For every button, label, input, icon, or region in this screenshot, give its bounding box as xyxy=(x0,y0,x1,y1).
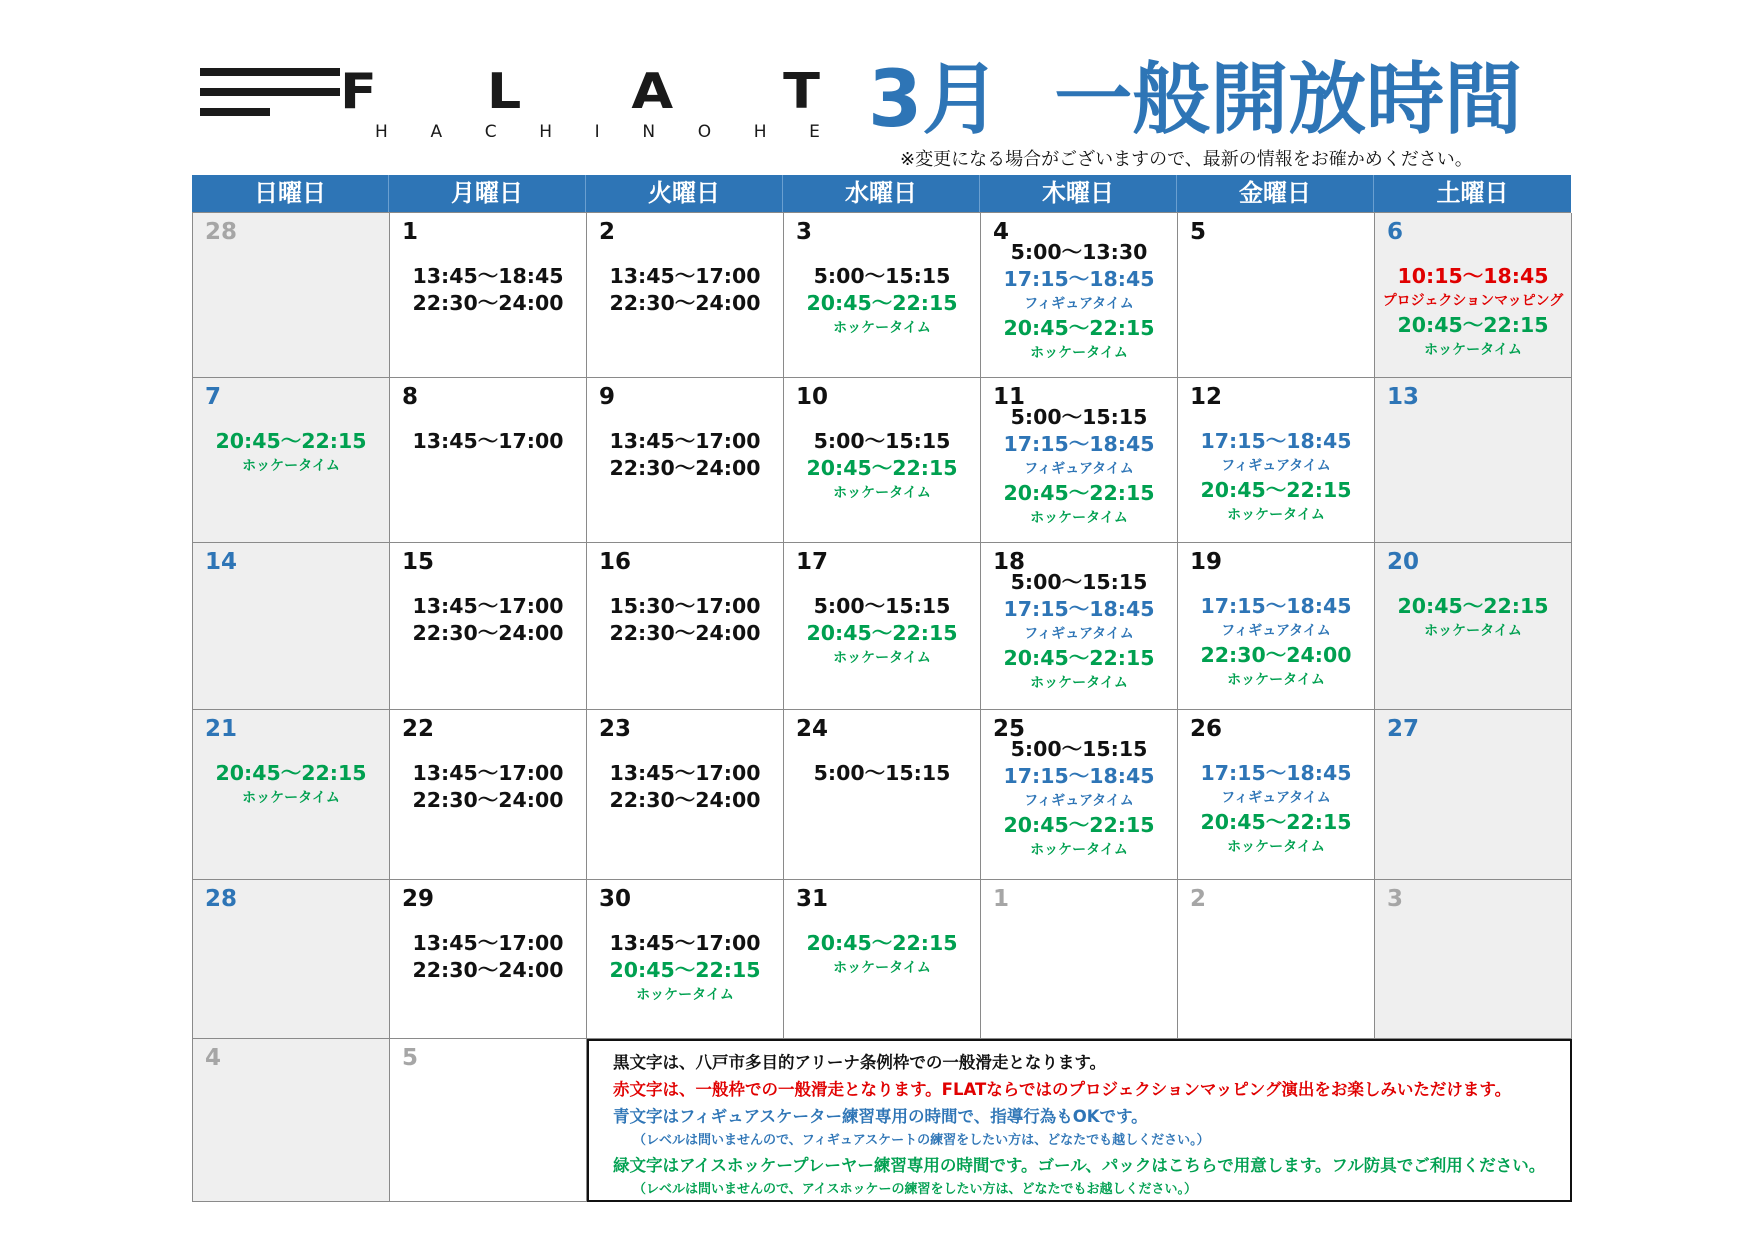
time-slot: 5:00〜15:15 xyxy=(1010,570,1148,594)
time-slot: 10:15〜18:45 xyxy=(1397,264,1549,288)
session-label: ホッケータイム xyxy=(833,960,931,976)
weekday-label: 金曜日 xyxy=(1177,175,1374,212)
time-slot: 13:45〜17:00 xyxy=(412,594,564,618)
time-slot: 20:45〜22:15 xyxy=(1003,646,1155,670)
day-number: 7 xyxy=(205,384,222,410)
logo-sub-letter: C xyxy=(484,122,497,142)
day-number: 14 xyxy=(205,549,238,575)
logo-sub-letter: H xyxy=(753,122,767,142)
legend-line: 黒文字は、八戸市多目的アリーナ条例枠での一般滑走となります。 xyxy=(613,1053,1107,1072)
legend-line: 緑文字はアイスホッケープレーヤー練習専用の時間です。ゴール、パックはこちらで用意します。フル防具でご利用ください。 xyxy=(613,1156,1546,1175)
time-slot: 17:15〜18:45 xyxy=(1200,594,1352,618)
day-number: 15 xyxy=(402,549,435,575)
time-slot: 13:45〜17:00 xyxy=(412,761,564,785)
day-cell xyxy=(981,710,1178,880)
logo-sub-letter: H xyxy=(375,122,388,142)
day-schedule xyxy=(1375,263,1571,361)
session-label: ホッケータイム xyxy=(242,790,340,806)
day-schedule xyxy=(390,263,586,317)
logo-sub-letter: H xyxy=(539,122,553,142)
session-label: ホッケータイム xyxy=(242,458,340,474)
day-cell xyxy=(1178,880,1375,1039)
day-cell xyxy=(587,213,784,378)
day-number: 2 xyxy=(1190,886,1207,912)
day-number: 24 xyxy=(796,716,829,742)
day-cell xyxy=(390,710,587,880)
weekday-label: 土曜日 xyxy=(1436,179,1509,207)
legend-line: 青文字はフィギュアスケーター練習専用の時間で、指導行為もOKです。 xyxy=(613,1107,1148,1126)
legend-line: 赤文字は、一般枠での一般滑走となります。FLATならではのプロジェクションマッピング演出をお楽しみいただけます。 xyxy=(613,1080,1512,1099)
time-slot: 20:45〜22:15 xyxy=(215,761,367,785)
time-slot: 22:30〜24:00 xyxy=(609,291,761,315)
time-slot: 20:45〜22:15 xyxy=(609,958,761,982)
logo-sub-letter: O xyxy=(697,122,712,142)
day-cell xyxy=(193,1039,390,1202)
time-slot: 13:45〜17:00 xyxy=(412,429,564,453)
day-cell xyxy=(193,543,390,710)
time-slot: 13:45〜17:00 xyxy=(609,931,761,955)
logo-mark-bars xyxy=(200,68,340,116)
day-cell xyxy=(390,543,587,710)
legend-line: （レベルは問いませんので、フィギュアスケートの練習をしたい方は、どなたでも越しください。） xyxy=(633,1133,1210,1148)
day-schedule xyxy=(981,239,1177,364)
time-slot: 20:45〜22:15 xyxy=(1003,813,1155,837)
logo-wordmark xyxy=(340,63,820,120)
day-schedule xyxy=(784,760,980,787)
change-notice: ※変更になる場合がございますので、最新の情報をお確かめください。 xyxy=(900,149,1473,170)
weekday-header xyxy=(192,175,1571,212)
calendar-grid xyxy=(192,212,1571,1202)
day-schedule xyxy=(981,736,1177,861)
day-cell xyxy=(587,378,784,543)
time-slot: 20:45〜22:15 xyxy=(215,429,367,453)
day-schedule xyxy=(981,569,1177,694)
day-number: 17 xyxy=(796,549,829,575)
session-label: フィギュアタイム xyxy=(1221,458,1331,474)
time-slot: 17:15〜18:45 xyxy=(1200,429,1352,453)
day-cell xyxy=(390,1039,587,1202)
session-label: ホッケータイム xyxy=(1227,839,1325,855)
session-label: ホッケータイム xyxy=(1227,672,1325,688)
time-slot: 17:15〜18:45 xyxy=(1003,764,1155,788)
time-slot: 20:45〜22:15 xyxy=(1200,810,1352,834)
day-number: 11 xyxy=(993,384,1026,410)
day-cell xyxy=(1375,378,1572,543)
day-cell xyxy=(193,213,390,378)
time-slot: 13:45〜18:45 xyxy=(412,264,564,288)
day-number: 20 xyxy=(1387,549,1420,575)
time-slot: 5:00〜15:15 xyxy=(1010,737,1148,761)
day-number: 28 xyxy=(205,886,238,912)
day-number: 3 xyxy=(1387,886,1404,912)
time-slot: 17:15〜18:45 xyxy=(1003,597,1155,621)
day-schedule xyxy=(784,930,980,979)
time-slot: 20:45〜22:15 xyxy=(1200,478,1352,502)
day-cell xyxy=(587,880,784,1039)
session-label: フィギュアタイム xyxy=(1024,626,1134,642)
day-cell xyxy=(587,543,784,710)
logo-sub-letter: E xyxy=(809,122,820,142)
day-cell xyxy=(981,880,1178,1039)
day-cell xyxy=(981,213,1178,378)
day-number: 28 xyxy=(205,219,238,245)
time-slot: 15:30〜17:00 xyxy=(609,594,761,618)
logo-subtitle xyxy=(375,122,820,142)
day-schedule xyxy=(1178,593,1374,691)
day-cell xyxy=(981,378,1178,543)
day-schedule xyxy=(981,404,1177,529)
weekday-label: 月曜日 xyxy=(389,175,586,212)
day-number: 23 xyxy=(599,716,632,742)
day-number: 12 xyxy=(1190,384,1223,410)
weekday-label: 日曜日 xyxy=(192,175,389,212)
time-slot: 22:30〜24:00 xyxy=(412,621,564,645)
day-number: 1 xyxy=(402,219,419,245)
session-label: フィギュアタイム xyxy=(1024,296,1134,312)
day-number: 10 xyxy=(796,384,829,410)
day-number: 22 xyxy=(402,716,435,742)
time-slot: 5:00〜15:15 xyxy=(813,761,951,785)
day-cell xyxy=(1178,213,1375,378)
time-slot: 22:30〜24:00 xyxy=(1200,643,1352,667)
day-number: 1 xyxy=(993,886,1010,912)
time-slot: 5:00〜15:15 xyxy=(813,594,951,618)
session-label: ホッケータイム xyxy=(1227,507,1325,523)
day-number: 16 xyxy=(599,549,632,575)
day-schedule xyxy=(587,930,783,1006)
day-cell xyxy=(1375,880,1572,1039)
day-number: 8 xyxy=(402,384,419,410)
time-slot: 20:45〜22:15 xyxy=(1003,481,1155,505)
session-label: ホッケータイム xyxy=(1424,342,1522,358)
day-number: 21 xyxy=(205,716,238,742)
session-label: フィギュアタイム xyxy=(1221,623,1331,639)
time-slot: 17:15〜18:45 xyxy=(1003,432,1155,456)
weekday-label: 水曜日 xyxy=(783,175,980,212)
day-number: 25 xyxy=(993,716,1026,742)
session-label: ホッケータイム xyxy=(1424,623,1522,639)
time-slot: 17:15〜18:45 xyxy=(1003,267,1155,291)
day-number: 6 xyxy=(1387,219,1404,245)
day-schedule xyxy=(1178,428,1374,526)
day-cell xyxy=(784,378,981,543)
day-schedule xyxy=(193,760,389,809)
day-number: 3 xyxy=(796,219,813,245)
legend-line: （レベルは問いませんので、アイスホッケーの練習をしたい方は、どなたでもお越しください。） xyxy=(633,1182,1197,1197)
logo-letter: F xyxy=(340,63,377,120)
session-label: フィギュアタイム xyxy=(1024,793,1134,809)
session-label: ホッケータイム xyxy=(833,320,931,336)
day-number: 29 xyxy=(402,886,435,912)
session-label: ホッケータイム xyxy=(1030,842,1128,858)
flat-logo xyxy=(200,63,820,148)
time-slot: 17:15〜18:45 xyxy=(1200,761,1352,785)
day-schedule xyxy=(390,593,586,647)
time-slot: 22:30〜24:00 xyxy=(609,621,761,645)
day-number: 4 xyxy=(205,1045,222,1071)
time-slot: 5:00〜13:30 xyxy=(1010,240,1148,264)
time-slot: 22:30〜24:00 xyxy=(609,456,761,480)
time-slot: 20:45〜22:15 xyxy=(806,931,958,955)
time-slot: 20:45〜22:15 xyxy=(806,291,958,315)
day-number: 2 xyxy=(599,219,616,245)
day-cell xyxy=(193,710,390,880)
day-number: 5 xyxy=(1190,219,1207,245)
color-legend xyxy=(587,1039,1572,1202)
session-label: ホッケータイム xyxy=(1030,675,1128,691)
day-number: 13 xyxy=(1387,384,1420,410)
day-cell xyxy=(193,880,390,1039)
session-label: フィギュアタイム xyxy=(1024,461,1134,477)
logo-sub-letter: I xyxy=(594,122,600,142)
time-slot: 22:30〜24:00 xyxy=(609,788,761,812)
day-schedule xyxy=(587,760,783,814)
day-cell xyxy=(1178,710,1375,880)
page-title xyxy=(868,50,1522,150)
logo-letter: T xyxy=(783,63,820,120)
day-schedule xyxy=(390,760,586,814)
time-slot: 5:00〜15:15 xyxy=(1010,405,1148,429)
day-schedule xyxy=(784,428,980,504)
day-schedule xyxy=(587,428,783,482)
day-cell xyxy=(193,378,390,543)
day-schedule xyxy=(784,263,980,339)
time-slot: 20:45〜22:15 xyxy=(1003,316,1155,340)
day-number: 18 xyxy=(993,549,1026,575)
day-cell xyxy=(784,543,981,710)
time-slot: 20:45〜22:15 xyxy=(1397,594,1549,618)
day-cell xyxy=(784,710,981,880)
day-cell xyxy=(1375,710,1572,880)
time-slot: 5:00〜15:15 xyxy=(813,264,951,288)
logo-sub-letter: N xyxy=(642,122,656,142)
day-number: 5 xyxy=(402,1045,419,1071)
day-cell xyxy=(981,543,1178,710)
session-label: ホッケータイム xyxy=(833,485,931,501)
day-cell xyxy=(390,880,587,1039)
day-cell xyxy=(1178,543,1375,710)
day-cell xyxy=(1178,378,1375,543)
day-schedule xyxy=(390,930,586,984)
day-number: 4 xyxy=(993,219,1010,245)
day-number: 9 xyxy=(599,384,616,410)
session-label: フィギュアタイム xyxy=(1221,790,1331,806)
day-number: 27 xyxy=(1387,716,1420,742)
calendar xyxy=(192,175,1571,1202)
day-schedule xyxy=(1375,593,1571,642)
time-slot: 13:45〜17:00 xyxy=(609,264,761,288)
session-label: プロジェクションマッピング xyxy=(1382,293,1564,309)
day-cell xyxy=(784,213,981,378)
time-slot: 5:00〜15:15 xyxy=(813,429,951,453)
time-slot: 22:30〜24:00 xyxy=(412,788,564,812)
day-cell xyxy=(1375,213,1572,378)
day-schedule xyxy=(1178,760,1374,858)
day-schedule xyxy=(587,593,783,647)
time-slot: 20:45〜22:15 xyxy=(806,456,958,480)
session-label: ホッケータイム xyxy=(1030,345,1128,361)
day-schedule xyxy=(784,593,980,669)
time-slot: 20:45〜22:15 xyxy=(806,621,958,645)
logo-letter: L xyxy=(486,63,522,120)
title-month: 3月 xyxy=(868,55,1001,145)
day-cell xyxy=(390,378,587,543)
session-label: ホッケータイム xyxy=(1030,510,1128,526)
day-number: 30 xyxy=(599,886,632,912)
time-slot: 22:30〜24:00 xyxy=(412,958,564,982)
session-label: ホッケータイム xyxy=(833,650,931,666)
day-number: 26 xyxy=(1190,716,1223,742)
day-schedule xyxy=(193,428,389,477)
day-cell xyxy=(390,213,587,378)
time-slot: 20:45〜22:15 xyxy=(1397,313,1549,337)
day-schedule xyxy=(390,428,586,455)
time-slot: 13:45〜17:00 xyxy=(609,429,761,453)
weekday-label: 火曜日 xyxy=(586,175,783,212)
day-schedule xyxy=(587,263,783,317)
day-cell xyxy=(784,880,981,1039)
day-number: 31 xyxy=(796,886,829,912)
session-label: ホッケータイム xyxy=(636,987,734,1003)
logo-sub-letter: A xyxy=(430,122,443,142)
logo-letter: A xyxy=(631,63,674,120)
day-cell xyxy=(587,710,784,880)
time-slot: 13:45〜17:00 xyxy=(412,931,564,955)
day-number: 19 xyxy=(1190,549,1223,575)
weekday-label: 木曜日 xyxy=(980,175,1177,212)
time-slot: 22:30〜24:00 xyxy=(412,291,564,315)
time-slot: 13:45〜17:00 xyxy=(609,761,761,785)
day-cell xyxy=(1375,543,1572,710)
title-text: 一般開放時間 xyxy=(1054,55,1523,145)
